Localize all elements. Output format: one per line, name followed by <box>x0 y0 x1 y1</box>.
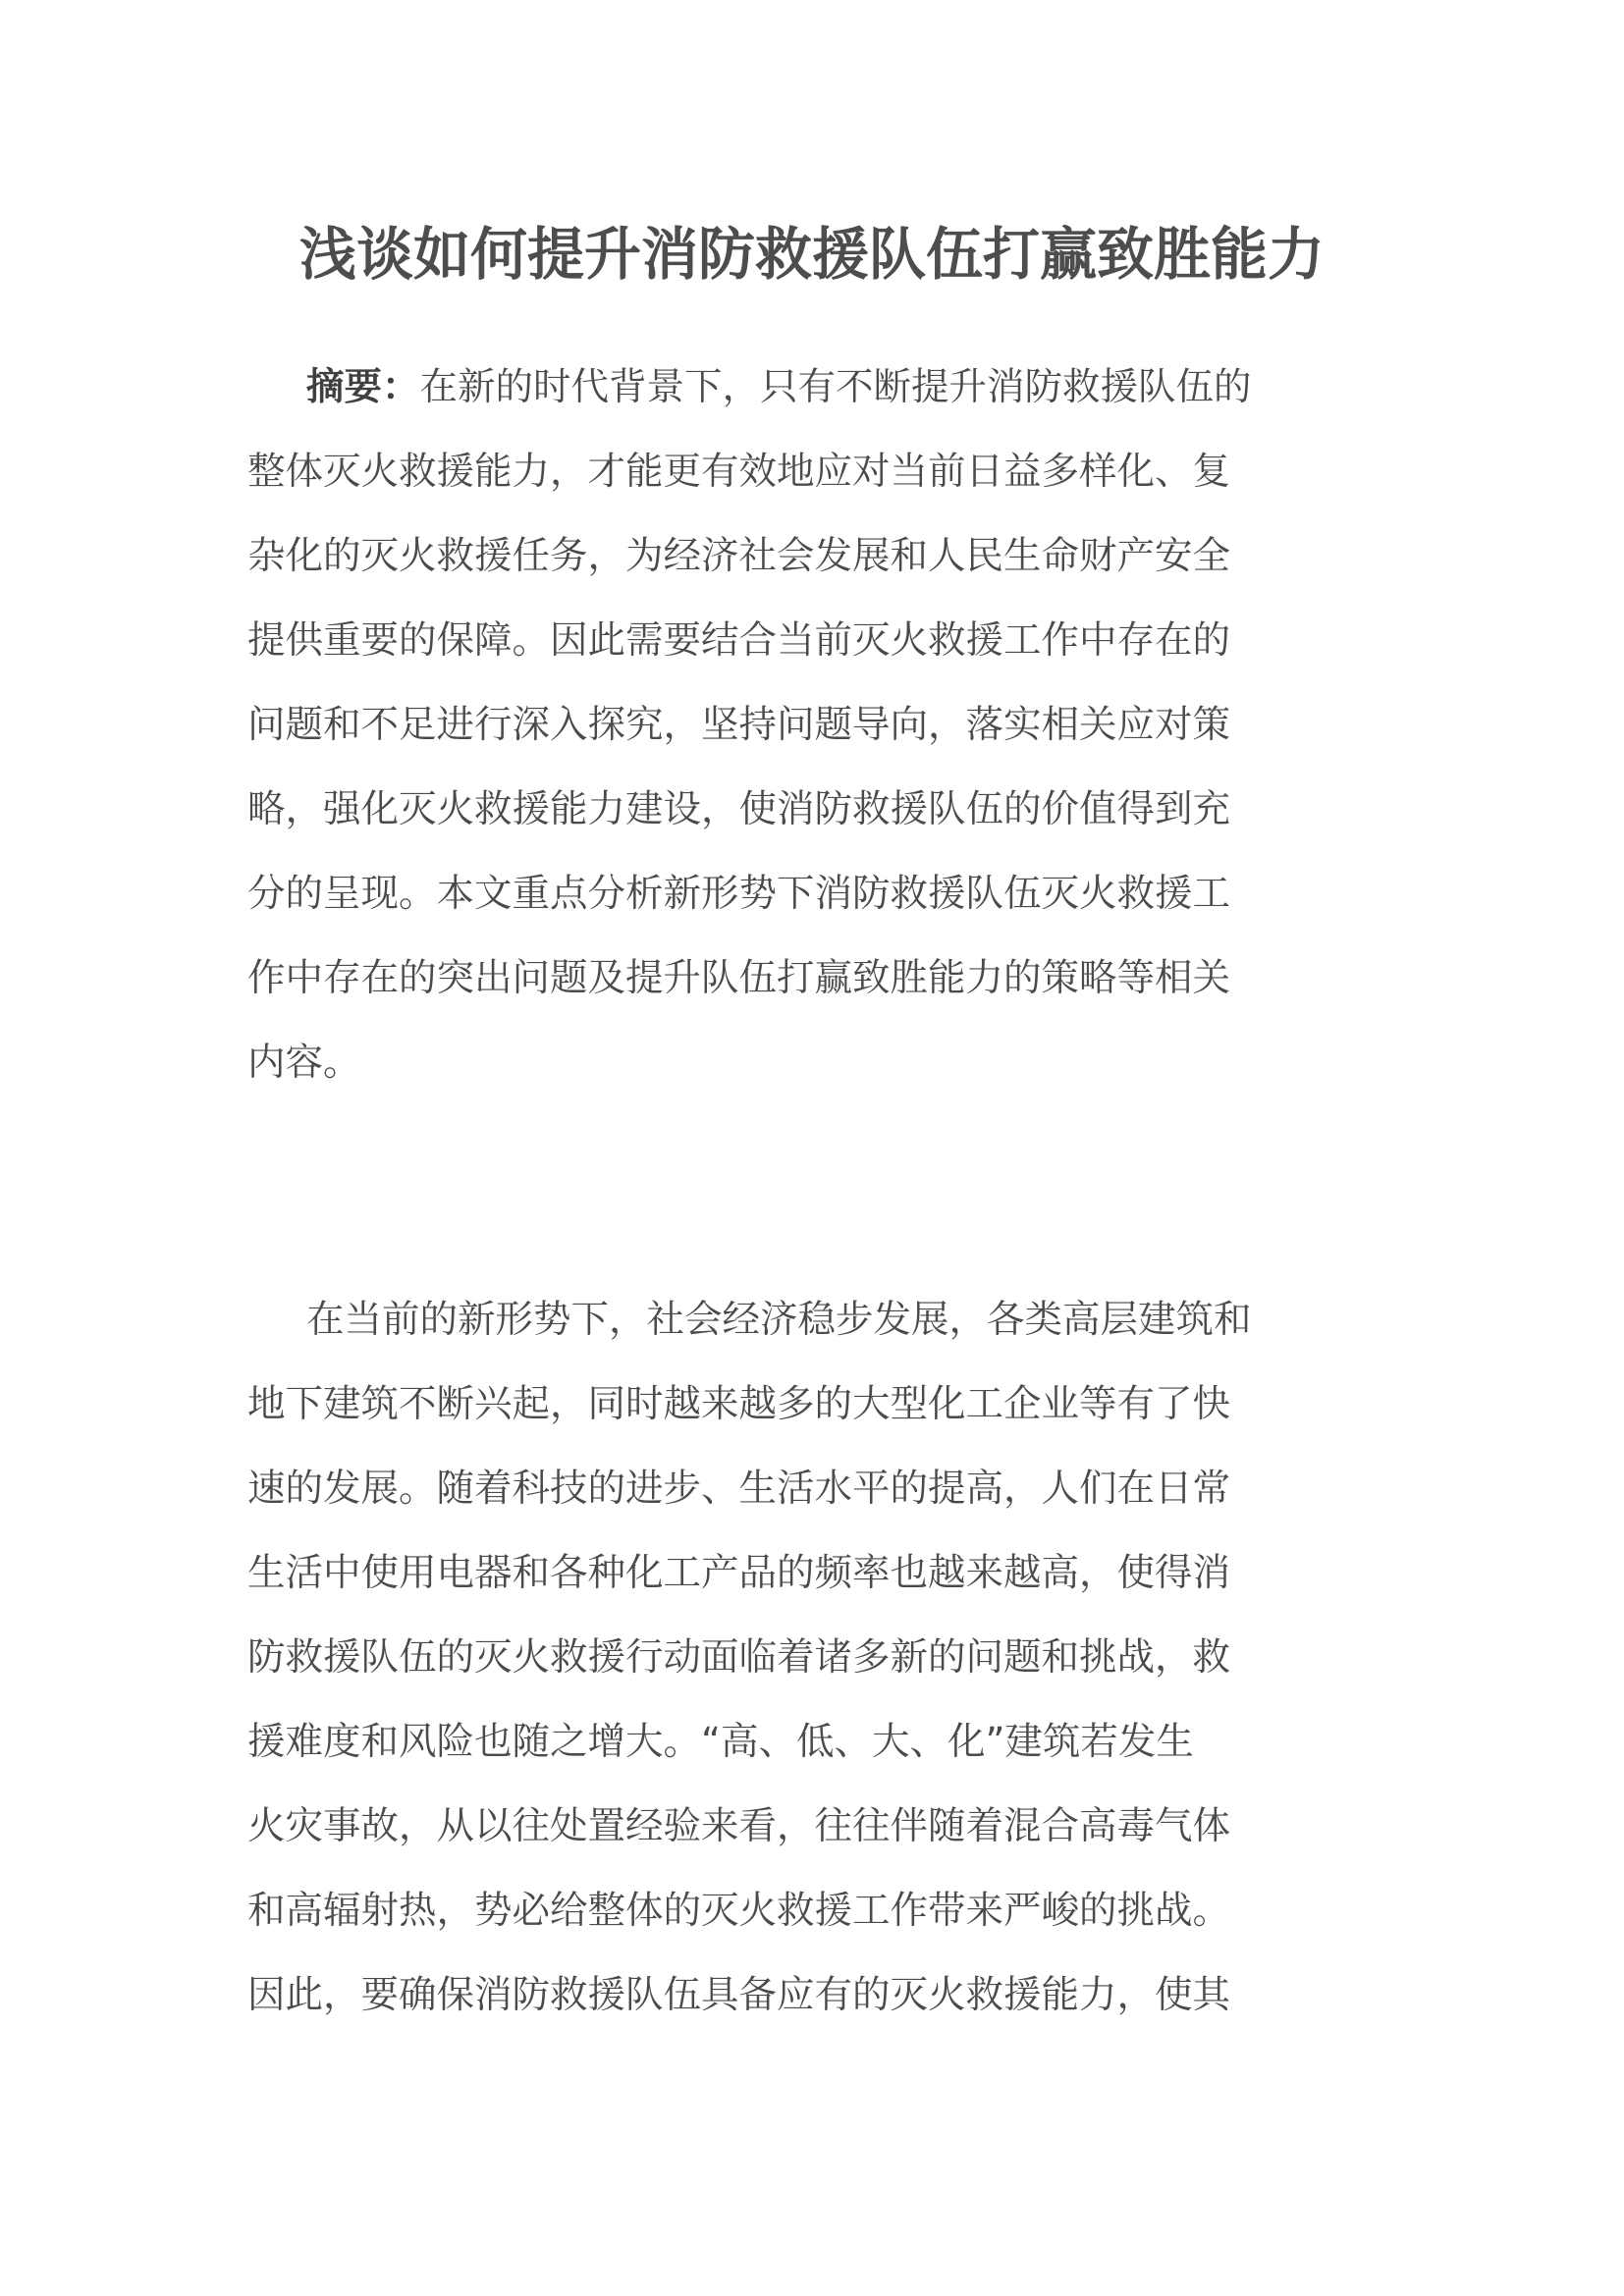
abstract-line: 作中存在的突出问题及提升队伍打赢致胜能力的策略等相关 <box>247 956 1231 1000</box>
abstract-line: 提供重要的保障。因此需要结合当前灭火救援工作中存在的 <box>247 618 1231 663</box>
body-line: 在当前的新形势下，社会经济稳步发展，各类高层建筑和 <box>306 1298 1252 1342</box>
body-line: 地下建筑不断兴起，同时越来越多的大型化工企业等有了快 <box>247 1382 1231 1426</box>
abstract-paragraph <box>247 346 1377 1105</box>
abstract-line <box>247 346 1377 430</box>
abstract-line: 内容。 <box>247 1041 361 1085</box>
body-line: 速的发展。随着科技的进步、生活水平的提高，人们在日常 <box>247 1467 1231 1511</box>
body-line: 火灾事故，从以往处置经验来看，往往伴随着混合高毒气体 <box>247 1804 1231 1848</box>
abstract-line-text: 在新的时代背景下，只有不断提升消防救援队伍的 <box>419 365 1252 409</box>
abstract-line: 略，强化灭火救援能力建设，使消防救援队伍的价值得到充 <box>247 787 1231 831</box>
body-line: 生活中使用电器和各种化工产品的频率也越来越高，使得消 <box>247 1551 1231 1595</box>
document-title: 浅谈如何提升消防救援队伍打赢致胜能力 <box>298 221 1325 288</box>
abstract-line: 杂化的灭火救援任务，为经济社会发展和人民生命财产安全 <box>247 534 1231 578</box>
abstract-line: 分的呈现。本文重点分析新形势下消防救援队伍灭火救援工 <box>247 872 1231 916</box>
abstract-line: 整体灭火救援能力，才能更有效地应对当前日益多样化、复 <box>247 450 1231 494</box>
body-paragraph <box>247 1278 1377 2038</box>
abstract-label: 摘要： <box>306 365 420 409</box>
abstract-line: 问题和不足进行深入探究，坚持问题导向，落实相关应对策 <box>247 703 1231 747</box>
body-line: 因此，要确保消防救援队伍具备应有的灭火救援能力，使其 <box>247 1973 1231 2017</box>
body-line: 防救援队伍的灭火救援行动面临着诸多新的问题和挑战，救 <box>247 1635 1231 1680</box>
body-line: 和高辐射热，势必给整体的灭火救援工作带来严峻的挑战。 <box>247 1889 1231 1933</box>
body-line: 援难度和风险也随之增大。“高、低、大、化”建筑若发生 <box>247 1720 1194 1764</box>
